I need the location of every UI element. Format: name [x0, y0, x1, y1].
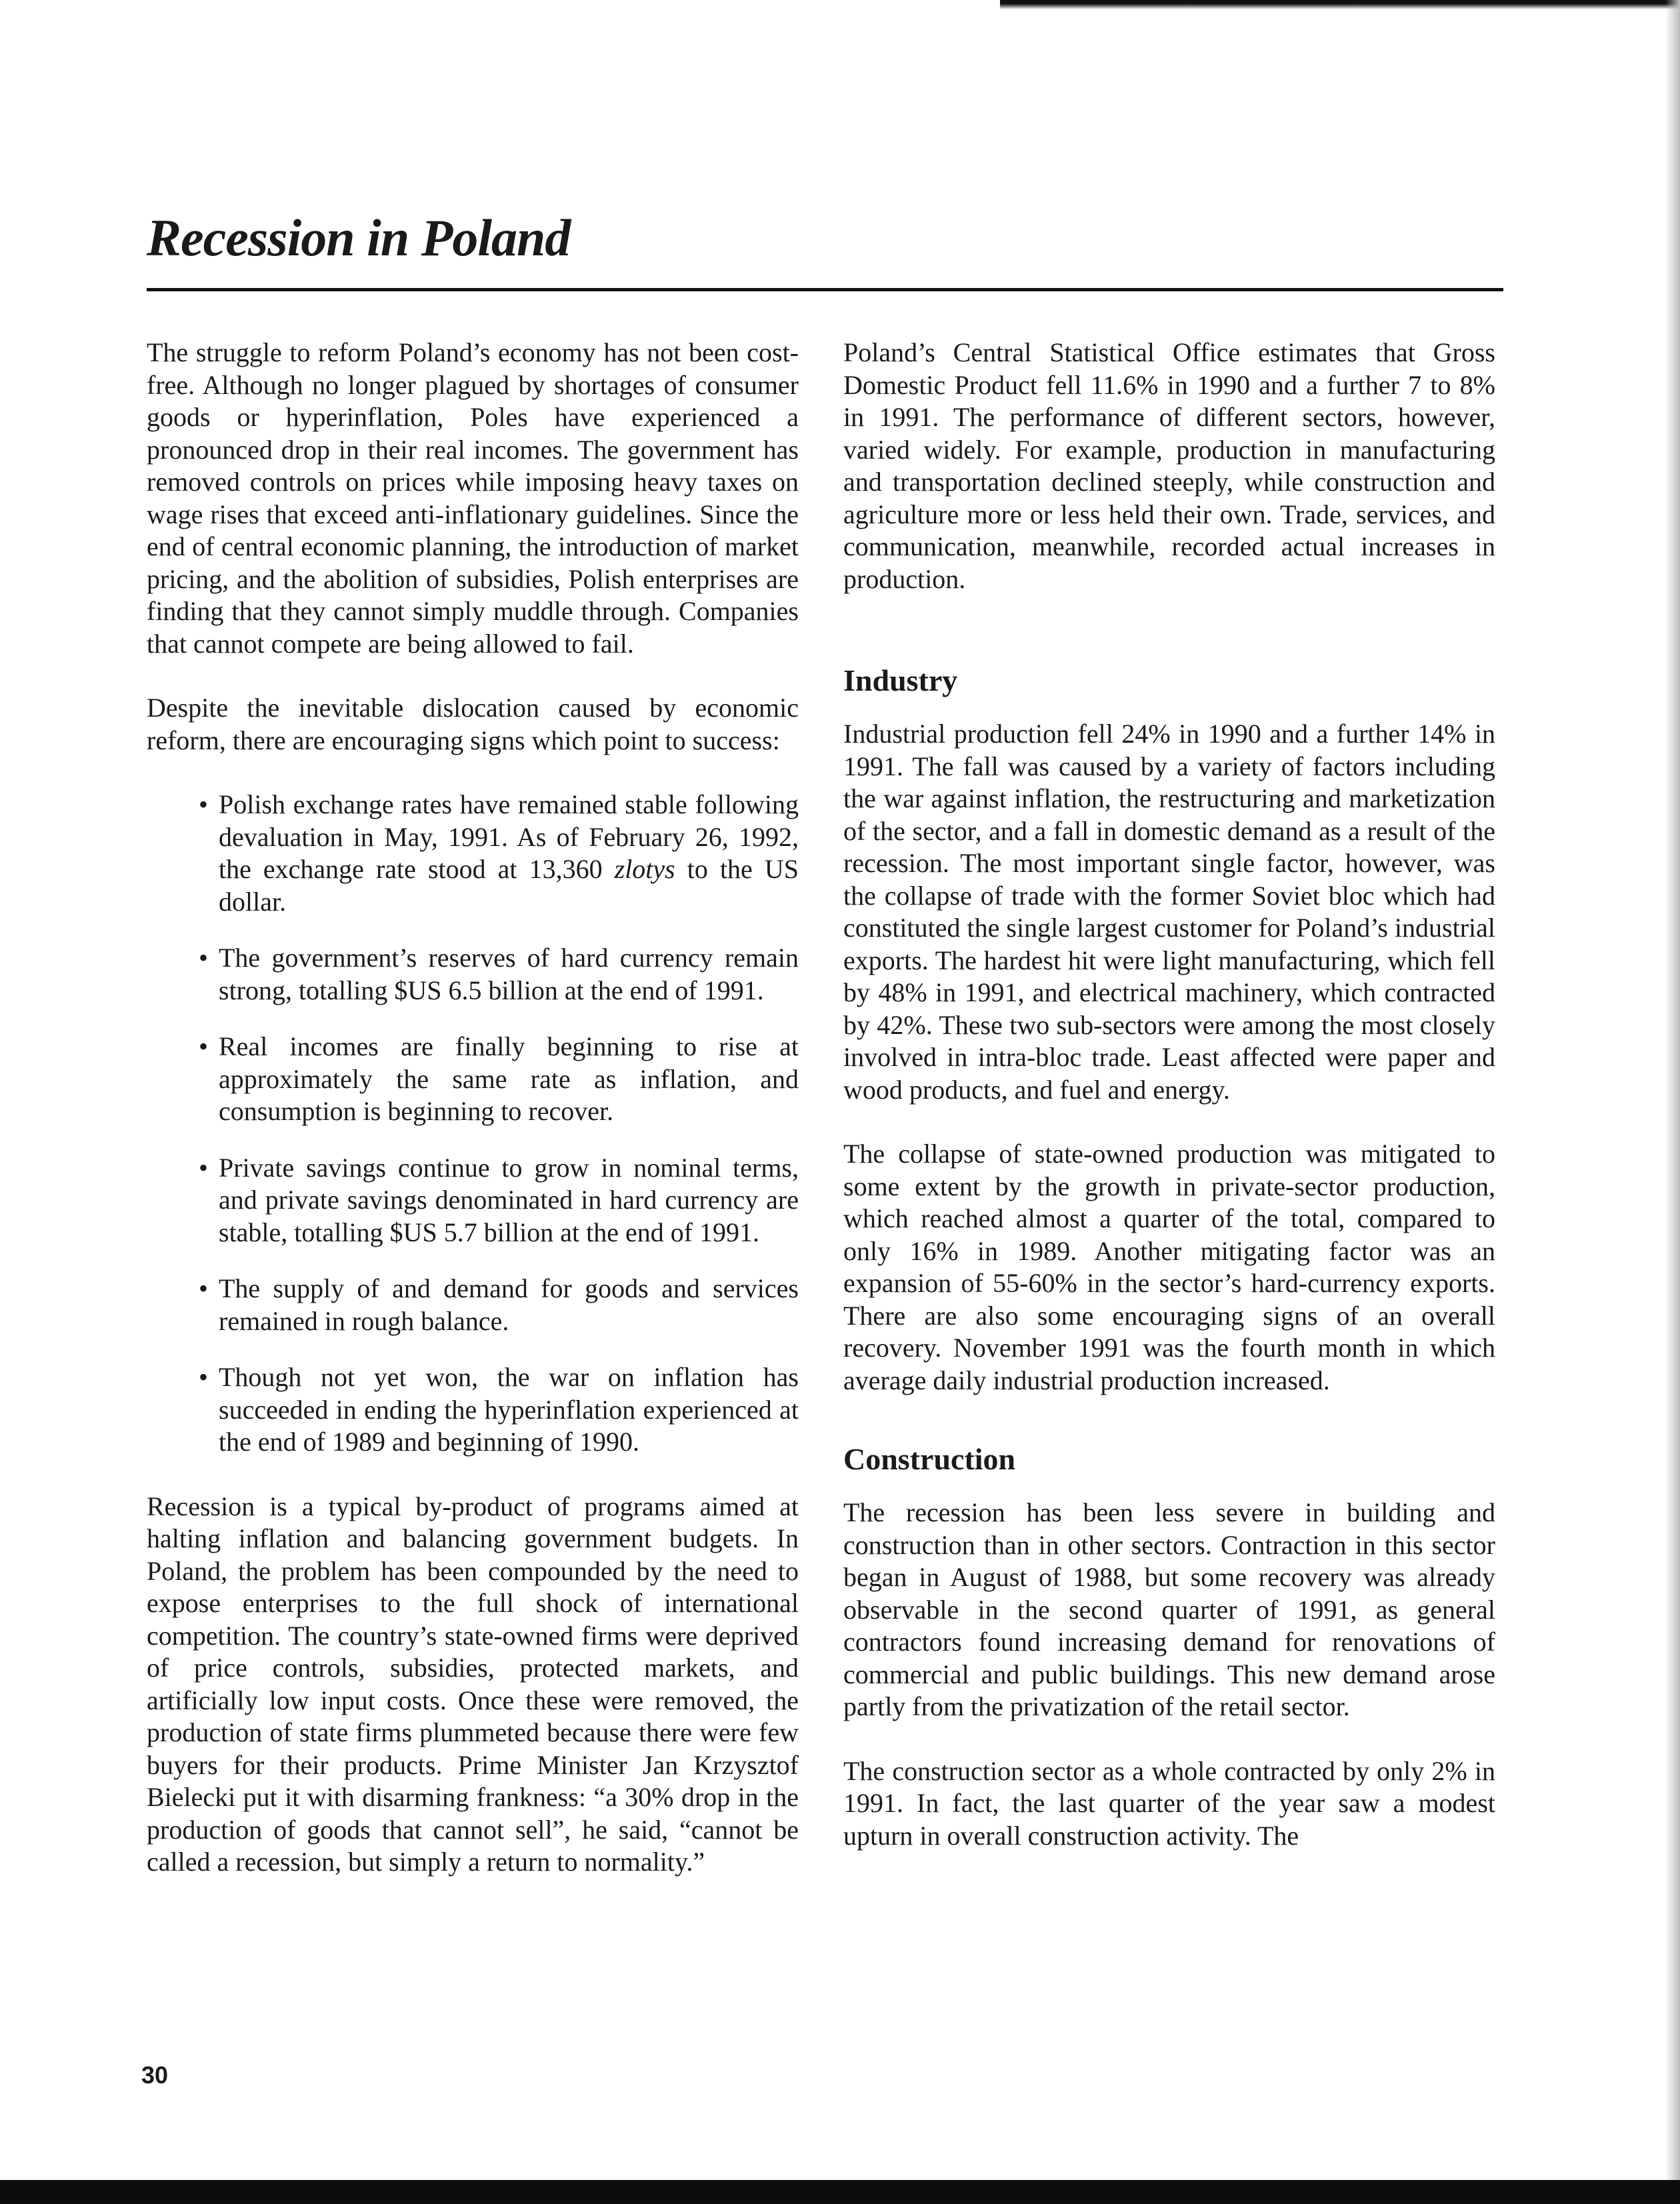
list-item [199, 1273, 799, 1337]
list-item [199, 1031, 799, 1128]
bullet-icon: • [199, 1273, 209, 1303]
scan-edge-bottom [0, 2180, 1680, 2204]
bullet-icon: • [199, 943, 209, 973]
intro-paragraph: The struggle to reform Poland’s economy has not been cost-free. Although no longer plagued by shortages of consumer goods or hyperinflation, Poles have experienced a pronounced drop in their real incomes. The government has removed controls on prices while imposing heavy taxes on wage rises that exceed anti-inflationary guidelines. Since the end of central economic planning, the introduction of market pricing, and the abolition of subsidies, Polish enterprises are finding that they cannot simply muddle through. Companies that cannot compete are being allowed to fail. [147, 337, 799, 659]
page-number: 30 [141, 2061, 169, 2089]
list-item-text: to the US dollar. [219, 854, 799, 917]
list-item [199, 942, 799, 1007]
title-rule [147, 288, 1503, 291]
bullet-icon: • [199, 1152, 209, 1183]
list-item-emphasis: zlotys [614, 854, 675, 884]
industry-heading: Industry [843, 663, 958, 697]
industry-paragraph-1: Industrial production fell 24% in 1990 and a further 14% in 1991. The fall was caused by a variety of factors including the war against inflation, the restructuring and marketization of the sector, and a fall in domestic demand as a result of the recession. The most important single factor, however, was the collapse of trade with the former Soviet bloc which had constituted the single largest customer for Poland’s industrial exports. The hardest hit were light manufacturing, which fell by 48% in 1991, and electrical machinery, which contracted by 42%. These two sub-sectors were among the most closely involved in intra-bloc trade. Least affected were paper and wood products, and fuel and energy. [843, 719, 1495, 1105]
construction-paragraph-1: The recession has been less severe in building and construction than in other sectors. Contraction in this sector began in August of 1988, but some recovery was already observable in the second quarter of 1991, as general contractors found increasing demand for renovations of commercial and public buildings. This new demand arose partly from the privatization of the retail sector. [843, 1497, 1495, 1721]
bullet-icon: • [199, 789, 209, 819]
list-item-text: Real incomes are finally beginning to rise at approximately the same rate as inflation, and consumption is beginning to recover. [219, 1031, 799, 1126]
list-item [199, 1152, 799, 1249]
left-column [147, 337, 799, 1911]
signs-paragraph: Despite the inevitable dislocation caused by economic reform, there are encouraging signs which point to success: [147, 693, 799, 755]
list-item [199, 1361, 799, 1459]
recession-paragraph: Recession is a typical by-product of programs aimed at halting inflation and balancing government budgets. In Poland, the problem has been compounded by the need to expose enterprises to the full shock of international competition. The country’s state-owned firms were deprived of price controls, subsidies, protected markets, and artificially low input costs. Once these were removed, the production of state firms plummeted because there were few buyers for their products. Prime Minister Jan Krzysztof Bielecki put it with disarming frankness: “a 30% drop in the production of goods that cannot sell”, he said, “cannot be called a recession, but simply a return to normality.” [147, 1491, 799, 1877]
bullet-icon: • [199, 1362, 209, 1392]
scan-edge-top [1000, 0, 1680, 9]
right-column [843, 337, 1495, 1884]
list-item-text: The supply of and demand for goods and services remained in rough balance. [219, 1273, 799, 1336]
list-item-text: Polish exchange rates have remained stable following devaluation in May, 1991. As of February 26, 1992, the exchange rate stood at 13,360 [219, 789, 799, 884]
gdp-paragraph: Poland’s Central Statistical Office estimates that Gross Domestic Product fell 11.6% in 1990 and a further 7 to 8% in 1991. The performance of different sectors, however, varied widely. For example, production in manufacturing and transportation declined steeply, while construction and agriculture more or less held their own. Trade, services, and communication, meanwhile, recorded actual increases in production. [843, 337, 1495, 594]
list-item-text: Private savings continue to grow in nominal terms, and private savings denominated in hard currency are stable, totalling $US 5.7 billion at the end of 1991. [219, 1152, 799, 1247]
construction-paragraph-2: The construction sector as a whole contracted by only 2% in 1991. In fact, the last quarter of the year saw a modest upturn in overall construction activity. The [843, 1755, 1495, 1851]
success-signs-list [147, 789, 799, 1459]
construction-heading: Construction [843, 1442, 1016, 1476]
scan-edge-right [1665, 0, 1680, 2204]
bullet-icon: • [199, 1031, 209, 1061]
list-item-text: Though not yet won, the war on inflation has succeeded in ending the hyperinflation experienced at the end of 1989 and beginning of 1990. [219, 1362, 799, 1457]
page-title: Recession in Poland [147, 209, 571, 267]
list-item [199, 789, 799, 918]
industry-paragraph-2: The collapse of state-owned production was mitigated to some extent by the growth in private-sector production, which reached almost a quarter of the total, compared to only 16% in 1989. Another mitigating factor was an expansion of 55-60% in the sector’s hard-currency exports. There are also some encouraging signs of an overall recovery. November 1991 was the fourth month in which average daily industrial production increased. [843, 1139, 1495, 1395]
list-item-text: The government’s reserves of hard currency remain strong, totalling $US 6.5 billion at the end of 1991. [219, 943, 799, 1005]
